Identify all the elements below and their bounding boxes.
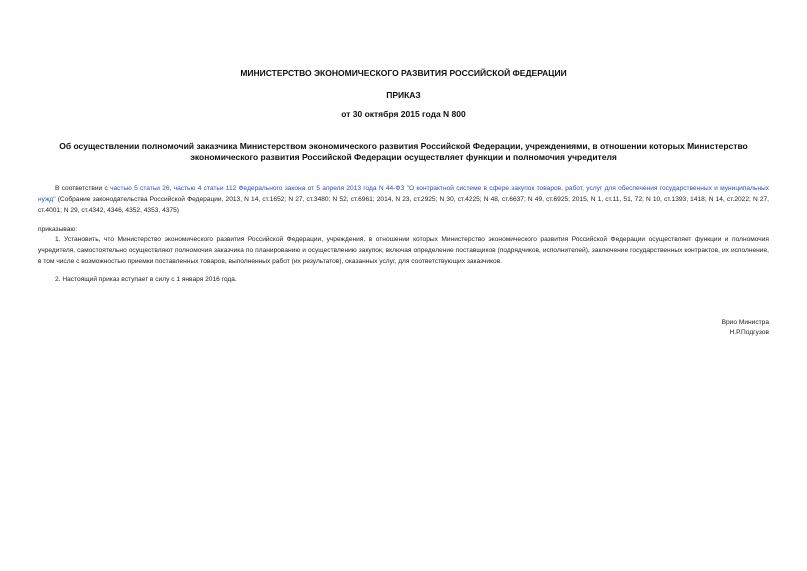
law-link-44-fz[interactable]: частью 4 статьи 112 Федерального закона от 5 апреля 2013 года N 44-ФЗ "О контрактной системе в сфере закупок товаров, работ, услуг для обеспечения государственных и муниципальных нужд" bbox=[38, 185, 770, 204]
signature-title: Врио Министра bbox=[721, 319, 769, 326]
preamble-separator: , bbox=[169, 185, 174, 192]
preamble-prefix: В соответствии с bbox=[55, 185, 111, 192]
order-item-2: 2. Настоящий приказ вступает в силу с 1 января 2016 года. bbox=[55, 276, 237, 283]
preamble-paragraph bbox=[38, 183, 769, 217]
order-subject: Об осуществлении полномочий заказчика Министерством экономического развития Российской Федерации, учреждениями, в отношении которых Министерство экономического развития Российской Федерации осуществляет функции и полномочия учредителя bbox=[59, 141, 748, 162]
preamble-suffix: (Собрание законодательства Российской Федерации, 2013, N 14, ст.1652; N 27, ст.3480; N 52, ст.6961; 2014, N 23, ст.2925; N 30, ст.4225; N 48, ст.6637; N 49, ст.6925; 2015, N 1, ст.11, 51, 72; N 10, ст.1393, 1418; N 14, ст.2022; N 27, ст.4001; N 29, ст.4342, 4346, 4352, 4353, 4375) bbox=[38, 196, 769, 215]
signature-name: Н.Р.Подгузов bbox=[729, 329, 769, 336]
ministry-title: МИНИСТЕРСТВО ЭКОНОМИЧЕСКОГО РАЗВИТИЯ РОССИЙСКОЙ ФЕДЕРАЦИИ bbox=[240, 68, 567, 78]
orders-label: приказываю: bbox=[38, 226, 78, 233]
order-date: от 30 октября 2015 года N 800 bbox=[341, 109, 466, 119]
order-label: ПРИКАЗ bbox=[386, 90, 421, 100]
law-link-article-26[interactable]: частью 5 статьи 26 bbox=[110, 185, 170, 192]
order-item-1: 1. Установить, что Министерство экономического развития Российской Федерации, учреждения, в отношении которых Министерство экономического развития Российской Федерации осуществляет функции и полномочия учредителя, самостоятельно осуществляют полномочия заказчика по планированию и осуществлению закупок, включая определение поставщиков (подрядчиков, исполнителей), заключение государственных контрактов, их исполнение, в том числе с возможностью приемки поставленных товаров, выполненных работ (их результатов), оказанных услуг, для соответствующих заказчиков. bbox=[38, 236, 769, 266]
